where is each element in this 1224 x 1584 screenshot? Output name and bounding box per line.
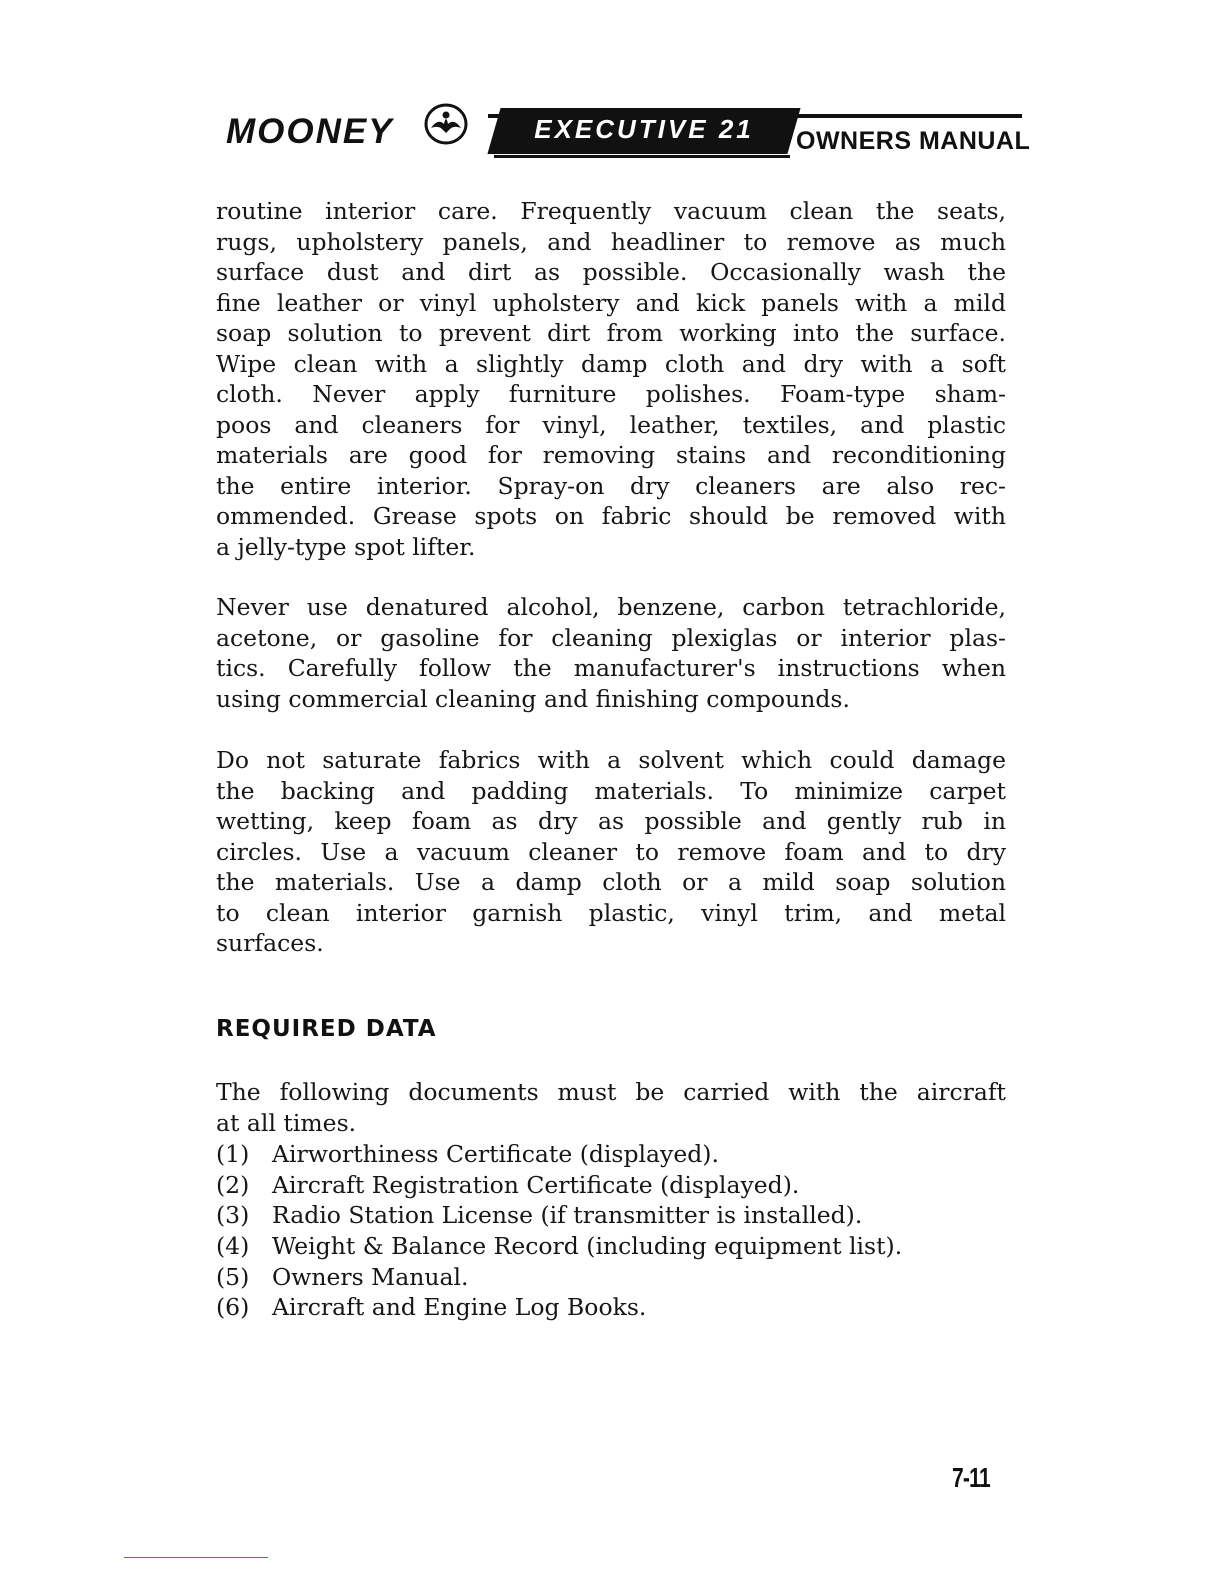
text-line: materials are good for removing stains and reconditioning xyxy=(216,441,1006,469)
list-item-number: (3) xyxy=(216,1201,250,1230)
text-line: Wipe clean with a slightly damp cloth and dry with a soft xyxy=(216,349,1006,378)
brand-name: MOONEY xyxy=(226,112,394,151)
list-item-text: Aircraft and Engine Log Books. xyxy=(272,1293,647,1322)
text-line: fine leather or vinyl upholstery and kick panels with a mild xyxy=(216,288,1006,317)
text-line: tics. Carefully follow the manufacturer's instructions when xyxy=(216,654,1006,682)
required-documents-list xyxy=(216,1139,902,1323)
list-item-number: (1) xyxy=(216,1140,250,1168)
list-item-text: Weight & Balance Record (including equipment list). xyxy=(272,1232,903,1261)
model-underline xyxy=(494,155,790,158)
text-line: The following documents must be carried with the aircraft xyxy=(216,1078,1006,1106)
text-line: to clean interior garnish plastic, vinyl trim, and metal xyxy=(216,898,1006,927)
paragraph-solvent-warning xyxy=(216,592,1006,714)
text-line: surface dust and dirt as possible. Occasionally wash the xyxy=(216,258,1006,286)
text-line: routine interior care. Frequently vacuum clean the seats, xyxy=(216,197,1006,225)
section-heading-required-data: REQUIRED DATA xyxy=(216,1016,437,1042)
text-line: poos and cleaners for vinyl, leather, textiles, and plastic xyxy=(216,410,1006,439)
page-number: 7-11 xyxy=(952,1462,990,1493)
text-line: at all times. xyxy=(216,1108,357,1137)
text-line: Never use denatured alcohol, benzene, carbon tetrachloride, xyxy=(216,593,1006,621)
text-line: acetone, or gasoline for cleaning plexiglas or interior plas- xyxy=(216,623,1006,652)
list-item-text: Aircraft Registration Certificate (displayed). xyxy=(272,1170,800,1199)
page-header xyxy=(226,96,1031,166)
list-item xyxy=(216,1262,902,1293)
paragraph-fabric-care xyxy=(216,745,1006,959)
list-item-number: (6) xyxy=(216,1293,250,1322)
list-item xyxy=(216,1231,902,1262)
text-line: a jelly-type spot lifter. xyxy=(216,532,476,561)
list-item xyxy=(216,1170,902,1201)
list-item-text: Owners Manual. xyxy=(272,1262,469,1291)
text-line: the entire interior. Spray-on dry cleaners are also rec- xyxy=(216,471,1006,500)
model-name: EXECUTIVE 21 xyxy=(534,114,754,144)
list-item-text: Airworthiness Certificate (displayed). xyxy=(272,1140,719,1168)
manual-title: OWNERS MANUAL xyxy=(796,127,1031,155)
list-item-text: Radio Station License (if transmitter is installed). xyxy=(272,1201,863,1230)
text-line: the materials. Use a damp cloth or a mild soap solution xyxy=(216,868,1006,896)
required-data-intro xyxy=(216,1077,1006,1138)
list-item xyxy=(216,1292,902,1323)
list-item-number: (2) xyxy=(216,1170,250,1199)
list-item-number: (4) xyxy=(216,1232,250,1261)
text-line: rugs, upholstery panels, and headliner to remove as much xyxy=(216,227,1006,256)
text-line: using commercial cleaning and finishing compounds. xyxy=(216,684,850,713)
list-item xyxy=(216,1200,902,1231)
text-line: soap solution to prevent dirt from working into the surface. xyxy=(216,319,1006,347)
mooney-wings-emblem-icon xyxy=(422,100,470,148)
text-line: cloth. Never apply furniture polishes. Foam-type sham- xyxy=(216,380,1006,408)
text-line: surfaces. xyxy=(216,929,324,957)
text-line: Do not saturate fabrics with a solvent which could damage xyxy=(216,746,1006,774)
footer-rule xyxy=(124,1557,268,1558)
text-line: wetting, keep foam as dry as possible and gently rub in xyxy=(216,807,1006,835)
list-item-number: (5) xyxy=(216,1262,250,1291)
paragraph-interior-care xyxy=(216,196,1006,562)
list-item xyxy=(216,1139,902,1170)
text-line: circles. Use a vacuum cleaner to remove foam and to dry xyxy=(216,837,1006,866)
text-line: the backing and padding materials. To minimize carpet xyxy=(216,776,1006,805)
text-line: ommended. Grease spots on fabric should be removed with xyxy=(216,502,1006,530)
